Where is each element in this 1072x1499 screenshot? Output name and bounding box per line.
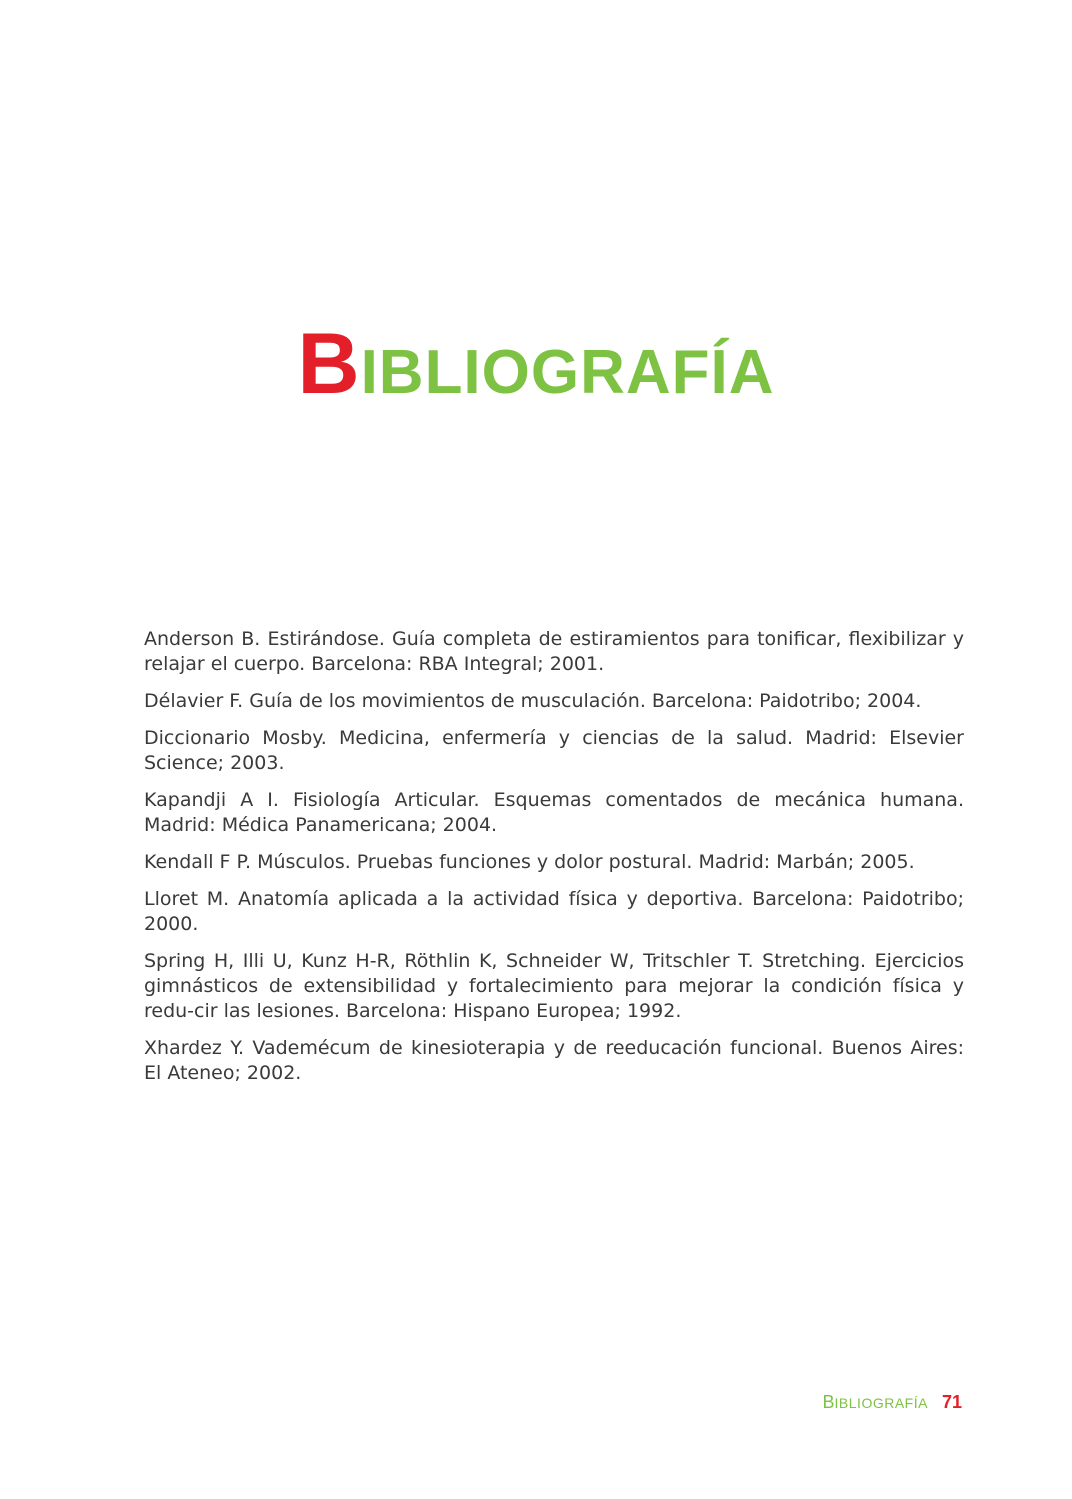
footer-section-rest: IBLIOGRAFÍA: [834, 1395, 928, 1411]
reference-item: Kapandji A I. Fisiología Articular. Esquemas comentados de mecánica humana. Madrid: Médica Panamericana; 2004.: [144, 789, 964, 836]
reference-item: Spring H, Illi U, Kunz H-R, Röthlin K, Schneider W, Tritschler T. Stretching. Ejercicios gimnásticos de extensibilidad y fortalecimiento para mejorar la condición física y redu-cir las lesiones. Barcelona: Hispano Europea; 1992.: [144, 950, 964, 1022]
title-initial-letter: B: [297, 316, 361, 413]
reference-item: Diccionario Mosby. Medicina, enfermería y ciencias de la salud. Madrid: Elsevier Science; 2003.: [144, 727, 964, 774]
title-rest: IBLIOGRAFÍA: [360, 338, 775, 408]
reference-item: Lloret M. Anatomía aplicada a la actividad física y deportiva. Barcelona: Paidotribo; 2000.: [144, 888, 964, 935]
reference-list: [144, 627, 964, 1098]
reference-item: Kendall F P. Músculos. Pruebas funciones y dolor postural. Madrid: Marbán; 2005.: [144, 851, 915, 873]
footer-section-initial: B: [822, 1392, 835, 1412]
reference-item: Xhardez Y. Vademécum de kinesioterapia y de reeducación funcional. Buenos Aires: El Ateneo; 2002.: [144, 1037, 964, 1084]
reference-item: Délavier F. Guía de los movimientos de musculación. Barcelona: Paidotribo; 2004.: [144, 690, 922, 712]
page-number: 71: [941, 1392, 962, 1412]
page-footer: [823, 1391, 962, 1414]
reference-item: Anderson B. Estirándose. Guía completa de estiramientos para tonificar, flexibilizar y relajar el cuerpo. Barcelona: RBA Integral; 2001.: [144, 628, 964, 675]
page-title: [0, 316, 1072, 413]
